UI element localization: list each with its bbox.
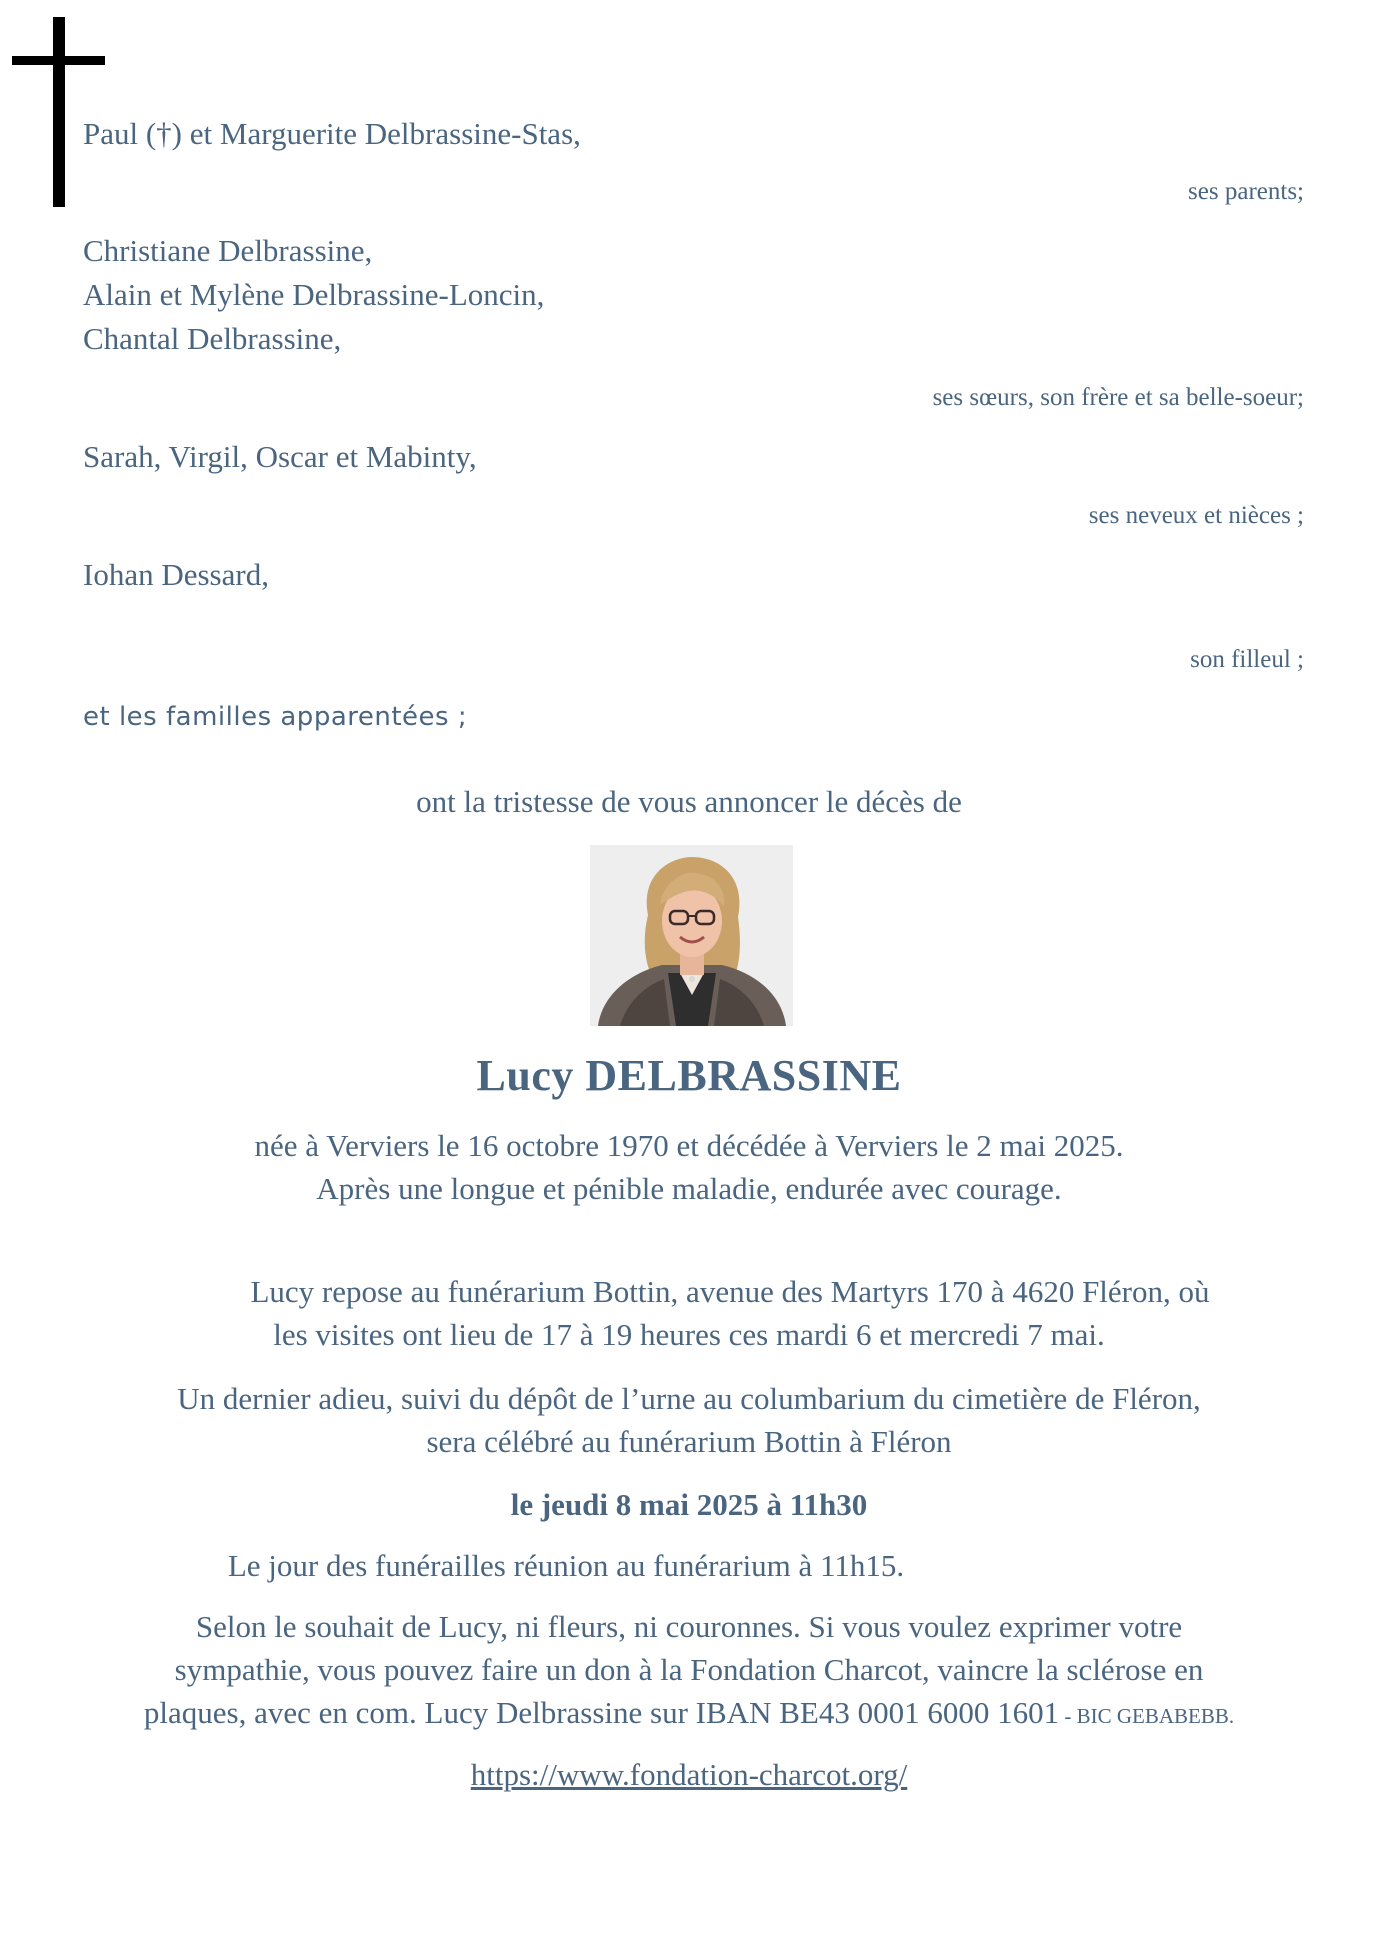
birth-death-line: née à Verviers le 16 octobre 1970 et décédée à Verviers le 2 mai 2025. bbox=[254, 1128, 1124, 1163]
portrait-photo bbox=[590, 845, 793, 1026]
fondation-charcot-link[interactable]: https://www.fondation-charcot.org/ bbox=[470, 1757, 908, 1792]
link-row bbox=[0, 1757, 1378, 1793]
farewell-line-2: sera célébré au funérarium Bottin à Fléron bbox=[426, 1424, 952, 1459]
announcement-intro: ont la tristesse de vous annoncer le décès de bbox=[416, 784, 962, 819]
nephews-line: Sarah, Virgil, Oscar et Mabinty, bbox=[83, 439, 477, 474]
godson-label: son filleul ; bbox=[1190, 646, 1304, 673]
rest-line-2: les visites ont lieu de 17 à 19 heures ces mardi 6 et mercredi 7 mai. bbox=[273, 1317, 1105, 1352]
illness-line: Après une longue et pénible maladie, endurée avec courage. bbox=[316, 1171, 1062, 1206]
rest-line-1: Lucy repose au funérarium Bottin, avenue des Martyrs 170 à 4620 Fléron, où bbox=[250, 1274, 1210, 1309]
meeting-line: Le jour des funérailles réunion au funérarium à 11h15. bbox=[227, 1548, 905, 1583]
parents-line: Paul (†) et Marguerite Delbrassine-Stas, bbox=[83, 116, 581, 151]
sibling-line-2: Alain et Mylène Delbrassine-Loncin, bbox=[83, 277, 545, 312]
wish-line-3-row bbox=[0, 1695, 1378, 1731]
sibling-line-1: Christiane Delbrassine, bbox=[83, 233, 373, 268]
siblings-label: ses sœurs, son frère et sa belle-soeur; bbox=[932, 384, 1304, 411]
godson-line: Iohan Dessard, bbox=[83, 557, 269, 592]
sibling-line-3: Chantal Delbrassine, bbox=[83, 321, 342, 356]
ceremony-date: le jeudi 8 mai 2025 à 11h30 bbox=[510, 1487, 868, 1522]
farewell-line-1: Un dernier adieu, suivi du dépôt de l’urne au columbarium du cimetière de Fléron, bbox=[177, 1381, 1201, 1416]
wish-line-3: plaques, avec en com. Lucy Delbrassine sur IBAN BE43 0001 6000 1601 bbox=[143, 1695, 1060, 1730]
wish-line-2: sympathie, vous pouvez faire un don à la Fondation Charcot, vaincre la sclérose en bbox=[174, 1652, 1204, 1687]
deceased-name: Lucy DELBRASSINE bbox=[476, 1051, 902, 1100]
families-line: et les familles apparentées ; bbox=[83, 702, 468, 732]
wish-line-1: Selon le souhait de Lucy, ni fleurs, ni couronnes. Si vous voulez exprimer votre bbox=[195, 1609, 1183, 1644]
nephews-label: ses neveux et nièces ; bbox=[1088, 502, 1304, 529]
parents-label: ses parents; bbox=[1188, 178, 1304, 205]
bic-code: - BIC GEBABEBB. bbox=[1059, 1704, 1235, 1728]
